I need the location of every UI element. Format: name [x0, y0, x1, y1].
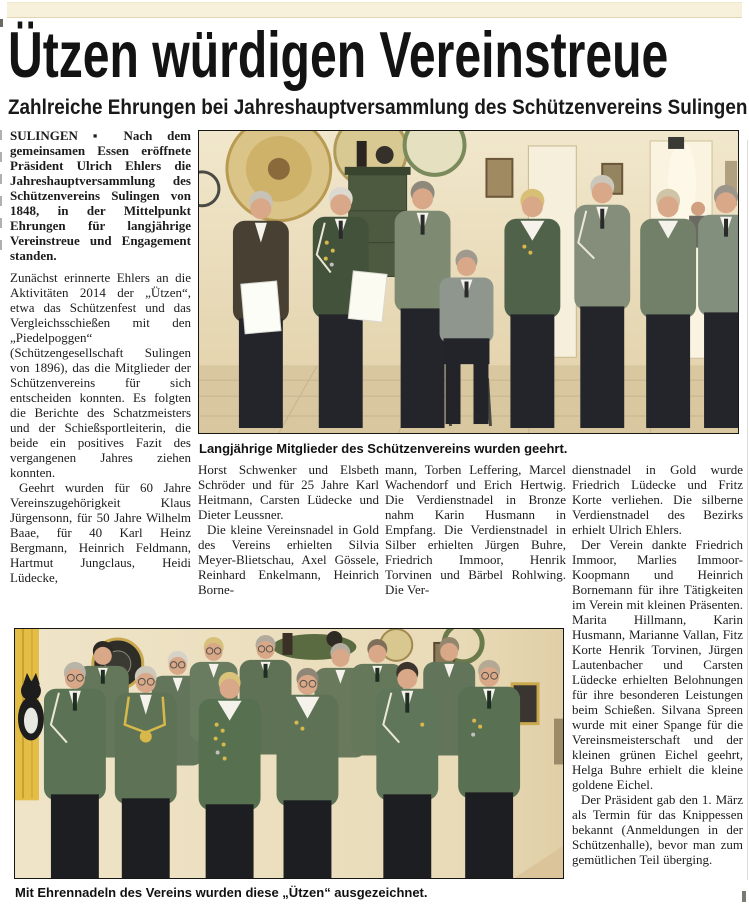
person-figure — [199, 672, 261, 878]
body-paragraph: Die kleine Vereinsnadel in Gold des Vereins erhielten Silvia Meyer-Blietschau, Axel Gössele, Reinhard Enkelmann, Heinrich Borne- — [198, 522, 379, 597]
person-figure — [458, 660, 520, 878]
certificate — [348, 271, 387, 322]
scan-speck — [0, 19, 3, 27]
photo-honored-members-art — [199, 131, 738, 433]
person-figure — [574, 175, 630, 428]
text-column-2 — [198, 462, 379, 620]
text-column-4 — [572, 462, 743, 908]
lead-paragraph: SULINGEN ▪ Nach dem gemeinsamen Essen eröffnete Präsident Ulrich Ehlers die Jahreshauptversammlung des Schützenvereins Sulingen von 1848, in der Mittelpunkt Ehrungen für langjährige Vereinstreue und Engagement standen. — [10, 128, 191, 263]
body-paragraph: Geehrt wurden für 60 Jahre Vereinszugehörigkeit Klaus Jürgensonn, für 50 Jahre Wilhelm Baae, für 40 Karl Heinz Bergmann, Heinrich Feldmann, Hartmut Jungclaus, Heidi Lüdecke, — [10, 480, 191, 585]
text-column-3 — [385, 462, 566, 620]
photo2-caption: Mit Ehrennadeln des Vereins wurden diese „Ützen“ ausgezeichnet. — [15, 885, 428, 900]
person-figure — [233, 191, 289, 428]
scan-edge-strip — [7, 2, 742, 18]
person-figure — [44, 662, 106, 878]
person-figure — [698, 185, 738, 428]
body-paragraph: Der Präsident gab den 1. März als Termin für das Knippessen bekannt (Anmeldungen in der Schützenhalle), bevor man zum gemütlichen Teil überging. — [572, 792, 743, 867]
person-figure — [376, 662, 438, 878]
scan-edge-right — [747, 140, 748, 880]
certificate — [241, 281, 281, 334]
person-figure — [277, 668, 339, 878]
text-column-1 — [10, 128, 191, 620]
person-figure — [115, 666, 177, 878]
person-figure — [504, 189, 560, 428]
photo1-caption: Langjährige Mitglieder des Schützenvereins wurden geehrt. — [199, 441, 568, 456]
body-paragraph: mann, Torben Leffering, Marcel Wachendorf und Erich Hertwig. Die Verdienstnadel in Bronze nahm Karin Husmann in Empfang. Die Verdienstnadel in Silber erhielten Jürgen Buhre, Friedrich Immoor, Henrik Torvinen und Bärbel Rohlwing. Die Ver- — [385, 462, 566, 597]
photo-honored-members — [198, 130, 739, 434]
article-headline: Ützen würdigen Vereinstreue — [8, 18, 669, 91]
body-paragraph: Der Verein dankte Friedrich Immoor, Marlies Immoor-Koopmann und Heinrich Bornemann für ihre Tätigkeiten im Verein mit kleinen Präsenten. Marita Hillmann, Karin Husmann, Marianne Vallan, Fitz Korte Henrik Torvinen, Jürgen Lautenbacher und Carsten Lüdecke erhielten Belohnungen für ihre besonderen Leistungen beim Schießen. Silvana Spreen wurde mit einer Spange für die Vereinsmeisterschaft und der kleinen grünen Eichel geehrt, Helga Buhre erhielt die kleine goldene Eichel. — [572, 537, 743, 792]
photo-pin-recipients — [14, 628, 564, 879]
scan-edge-left — [0, 130, 2, 250]
article-subheadline: Zahlreiche Ehrungen bei Jahreshauptversammlung des Schützenvereins Sulingen — [8, 96, 748, 119]
body-paragraph: Horst Schwenker und Elsbeth Schröder und für 25 Jahre Karl Heitmann, Carsten Lüdecke und Dieter Leussner. — [198, 462, 379, 522]
photo-pin-recipients-art — [15, 629, 563, 878]
body-paragraph: dienstnadel in Gold wurde Friedrich Lüdecke und Fritz Korte verliehen. Die silberne Verdienstnadel des Bezirks erhielt Ulrich Ehlers. — [572, 462, 743, 537]
body-paragraph: Zunächst erinnerte Ehlers an die Aktivitäten 2014 der „Ützen“, etwa das Schützenfest und das Vergleichsschießen mit den „Piedelpoggen“ (Schützengesellschaft Sulingen von 1896), das die Mitglieder der Schützenvereins für sich entscheiden konnten. Es folgten die Berichte des Schatzmeisters und der Schießsportleiterin, die beide ein positives Fazit des vergangenen Jahres ziehen konnten. — [10, 270, 191, 480]
person-figure — [640, 189, 696, 428]
